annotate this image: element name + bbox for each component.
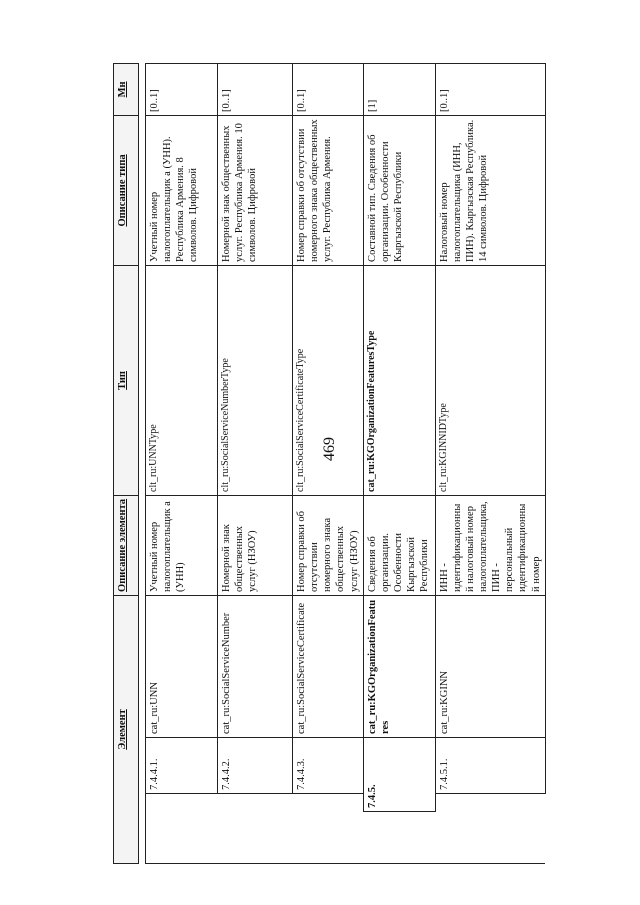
row-type-description: Номерной знак общественных услуг. Республика Армения. 10 символов. Цифровой (218, 115, 293, 265)
row-multiplicity: [0..1] (293, 63, 364, 115)
row-type-description: Налоговый номер налогоплательщика (ИНН, ПИН). Кыргызская Республика. 14 символов. Цифровой (435, 115, 545, 265)
rotated-table-container (113, 64, 583, 864)
row-multiplicity: [0..1] (218, 63, 293, 115)
table-row (218, 63, 293, 863)
row-type: cat_ru:KGOrganizationFeaturesType (363, 265, 435, 495)
row-number: 7.4.4.2. (218, 738, 293, 794)
row-number: 7.4.4.1. (146, 738, 218, 794)
table-row (363, 63, 435, 863)
row-element: cat_ru:SocialServiceNumber (218, 595, 293, 737)
row-element-description: Сведения об организации. Особенности Кыргызской Республики (363, 495, 435, 595)
row-element-description: Номерной знак общественных услуг (НЗОУ) (218, 495, 293, 595)
row-type-description: Номер справки об отсутствии номерного знака общественных услуг. Республика Армения. (293, 115, 364, 265)
row-element-description: Номер справки об отсутствии номерного знака общественных услуг (НЗОУ) (293, 495, 364, 595)
row-element: cat_ru:KGOrganizationFeatures (363, 595, 435, 737)
row-type-description: Учетный номер налогоплательщик а (УНН). Республика Армения. 8 символов. Цифровой (146, 115, 218, 265)
row-number: 7.4.5. (363, 738, 435, 812)
row-element-description: ИНН - идентификационный налоговый номер налогоплательщика, ПИН - персональный идентификационный номер (435, 495, 545, 595)
row-element: cat_ru:KGINN (435, 595, 545, 737)
table-header-row (114, 63, 139, 863)
row-number: 7.4.4.3. (293, 738, 364, 794)
row-multiplicity: [1] (363, 63, 435, 115)
table-row (435, 63, 545, 863)
row-type: clt_ru:UNNType (146, 265, 218, 495)
row-type: clt_ru:SocialServiceNumberType (218, 265, 293, 495)
row-type: clt_ru:SocialServiceCertificateType (293, 265, 364, 495)
header-type-description: Описание типа (114, 115, 139, 265)
row-multiplicity: [0..1] (435, 63, 545, 115)
row-number: 7.4.5.1. (435, 738, 545, 794)
table-row (293, 63, 364, 863)
header-multiplicity: Мн (114, 63, 139, 115)
row-element-description: Учетный номер налогоплательщик а (УНН) (146, 495, 218, 595)
header-type: Тип (114, 265, 139, 495)
page-number: 469 (321, 437, 338, 461)
table-row (146, 63, 218, 863)
header-element: Элемент (114, 595, 139, 863)
elements-table (113, 63, 546, 864)
row-type: clt_ru:KGINNIDType (435, 265, 545, 495)
row-element: cat_ru:SocialServiceCertificate (293, 595, 364, 737)
row-element: cat_ru:UNN (146, 595, 218, 737)
row-type-description: Составной тип. Сведения об организации. Особенности Кыргызской Республики (363, 115, 435, 265)
row-multiplicity: [0..1] (146, 63, 218, 115)
header-element-description: Описание элемента (114, 495, 139, 595)
